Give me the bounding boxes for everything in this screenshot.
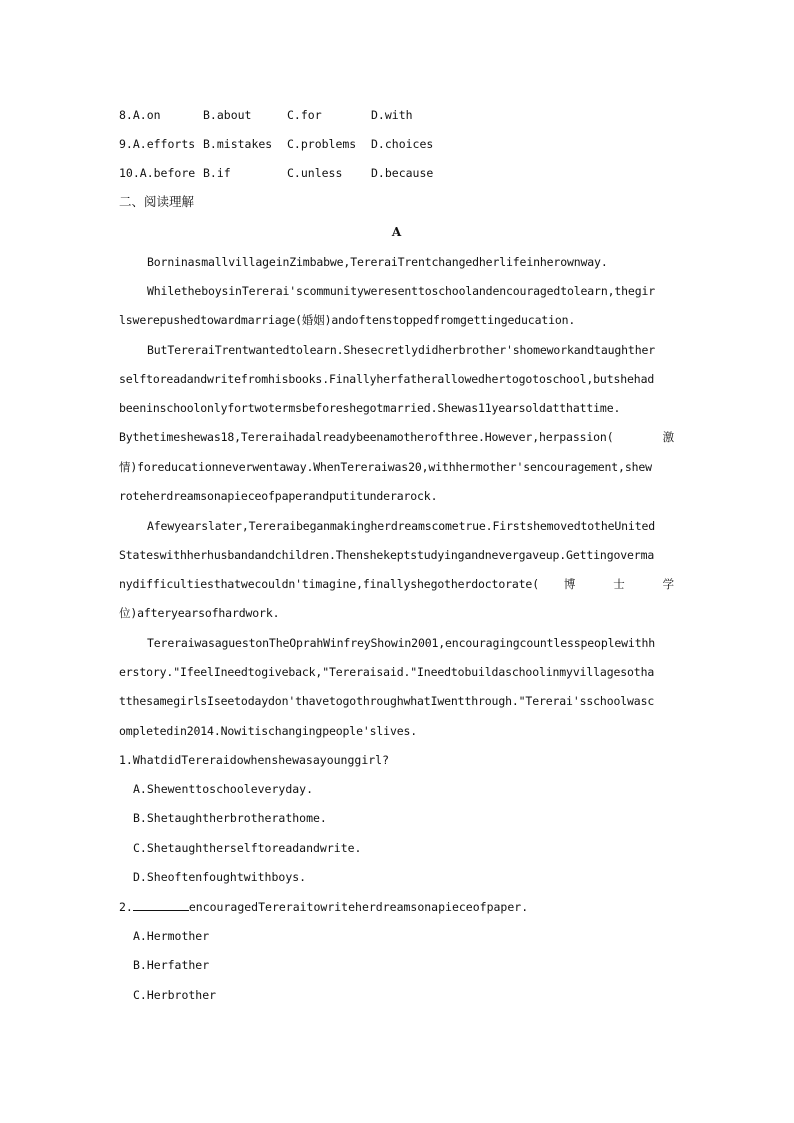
question-1-option-a: A.Shewenttoschooleveryday. [133, 782, 314, 796]
passage-line: nydifficultiesthatwecouldn'timagine,finallyshegotherdoctorate( 博 士 学 [119, 577, 674, 591]
passage-line: erstory."IfeelIneedtogiveback,"Tereraisaid."Ineedtobuildaschoolinmyvillagesotha [119, 665, 655, 679]
answer-blank [133, 899, 189, 911]
passage-line: BorninasmallvillageinZimbabwe,TereraiTrentchangedherlifeinherownway. [147, 255, 608, 269]
passage-line: Afewyearslater,Tereraibeganmakingherdreamscometrue.FirstshemovedtotheUnited [147, 519, 656, 533]
question-2-option-c: C.Herbrother [133, 988, 217, 1002]
passage-line: 位)afteryearsofhardwork. [119, 606, 280, 620]
passage-title: A [391, 225, 402, 239]
passage-line: TereraiwasaguestonTheOprahWinfreyShowin2001,encouragingcountlesspeoplewithh [147, 636, 656, 650]
question-1-stem: 1.WhatdidTereraidowhenshewasayounggirl? [119, 753, 390, 767]
document-page: 8.A.on B.about C.for D.with 9.A.efforts B.mistakes C.problems D.choices 10.A.before B.if C.unless D.because 二、阅读理解 A BorninasmallvillageinZimbabwe,TereraiTrentchangedherlifeinherownway. WhiletheboysinTererai'scommunityweresenttoschoolandencouragedtolearn,thegir lswerepushedtowardmarriage(婚姻)andoftenstoppedfromgettingeducation. ButTereraiTrentwantedtolearn.Shesecretlydidherbrother'shomeworkandtaughther selftoreadandwritefromhisbooks.Finallyherfatherallowedhertogotoschool,butshehad beeninschoolonlyfortwotermsbeforeshegotmarried.Shewas11yearsoldatthattime. Bythetimeshewas18,Tereraihadalreadybeenamotherofthree.However,herpassion( 激 情)foreducationneverwentaway.WhenTereraiwas20,withhermother'sencouragement,shew roteherdreamsonapieceofpaperandputitunderarock. Afewyearslater,Tereraibeganmakingherdreamscometrue.FirstshemovedtotheUnited Stateswithherhusbandandchildren.Thenshekeptstudyingandnevergaveup.Gettingoverma nydifficultiesthatwecouldn'timagine,finallyshegotherdoctorate( 博 士 学 位)afteryearsofhardwork. TereraiwasaguestonTheOprahWinfreyShowin2001,encouragingcountlesspeoplewithh erstory."IfeelIneedtogiveback,"Tereraisaid."Ineedtobuildaschoolinmyvillagesotha tthesamegirlsIseetodaydon'thavetogothroughwhatIwentthrough."Tererai'sschoolwasc ompletedin2014.Nowitischangingpeople'slives. 1.WhatdidTereraidowhenshewasayounggirl? A.Shewenttoschooleveryday. B.Shetaughtherbrotherathome. C.Shetaughtherselftoreadandwrite. D.Sheoftenfoughtwithboys. 2. encouragedTereraitowriteherdreamsonapieceofpaper. A.Hermother B.Herfather C.Herbrother [119, 108, 674, 1002]
question-2-stem: 2. encouragedTereraitowriteherdreamsonapieceofpaper. [119, 900, 529, 914]
passage-line: roteherdreamsonapieceofpaperandputitunderarock. [119, 489, 438, 503]
question-2-option-b: B.Herfather [133, 958, 210, 972]
question-2-option-a: A.Hermother [133, 929, 210, 943]
passage-line: selftoreadandwritefromhisbooks.Finallyherfatherallowedhertogotoschool,butshehad [119, 372, 655, 386]
passage-line: ButTereraiTrentwantedtolearn.Shesecretlydidherbrother'shomeworkandtaughther [147, 343, 656, 357]
passage-line: Stateswithherhusbandandchildren.Thenshekeptstudyingandnevergaveup.Gettingoverma [119, 548, 655, 562]
passage-line: WhiletheboysinTererai'scommunityweresenttoschoolandencouragedtolearn,thegir [147, 284, 656, 298]
passage-line: Bythetimeshewas18,Tereraihadalreadybeenamotherofthree.However,herpassion( 激 [119, 430, 674, 444]
passage-line: lswerepushedtowardmarriage(婚姻)andoftenstoppedfromgettingeducation. [119, 313, 576, 327]
passage-line: beeninschoolonlyfortwotermsbeforeshegotmarried.Shewas11yearsoldatthattime. [119, 401, 621, 415]
passage-line: ompletedin2014.Nowitischangingpeople'slives. [119, 724, 418, 738]
passage-line: 情)foreducationneverwentaway.WhenTereraiwas20,withhermother'sencouragement,shew [119, 460, 652, 474]
question-1-option-c: C.Shetaughtherselftoreadandwrite. [133, 841, 362, 855]
question-1-option-b: B.Shetaughtherbrotherathome. [133, 811, 327, 825]
question-1-option-d: D.Sheoftenfoughtwithboys. [133, 870, 307, 884]
section-heading: 二、阅读理解 [119, 194, 195, 209]
passage-line: tthesamegirlsIseetodaydon'thavetogothroughwhatIwentthrough."Tererai'sschoolwasc [119, 694, 655, 708]
